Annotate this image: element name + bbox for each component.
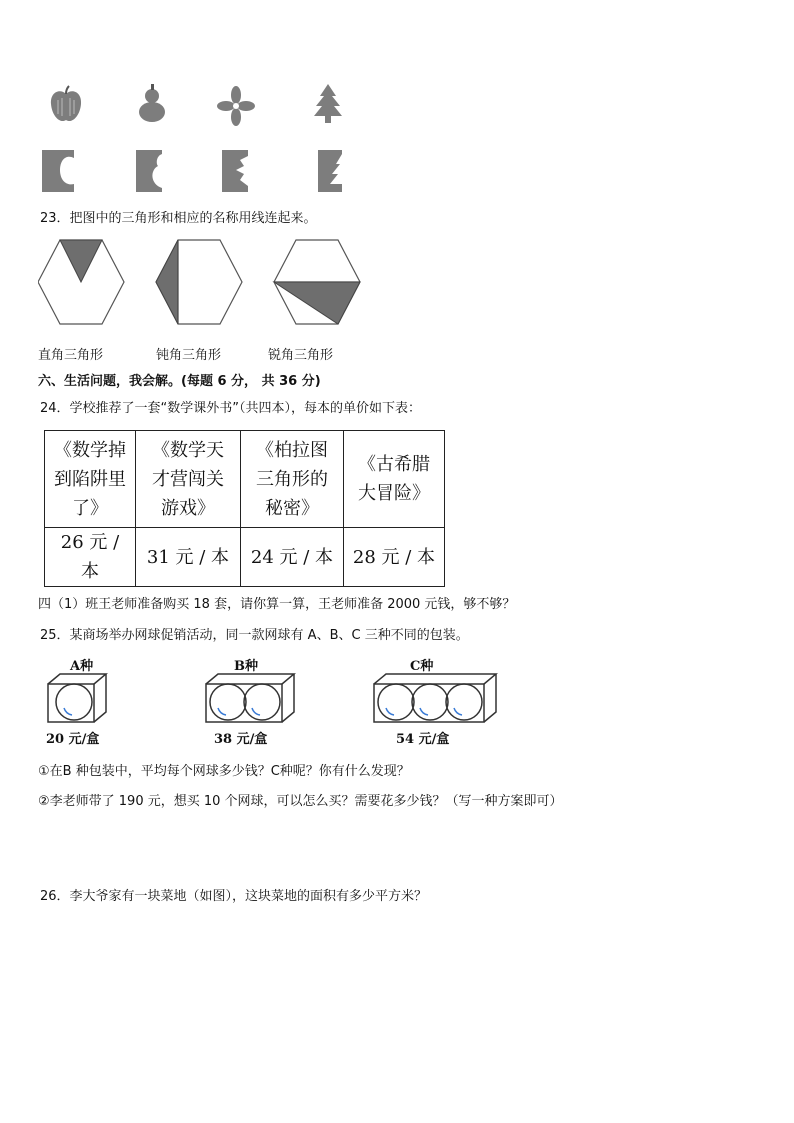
half-tree-cutout-icon [318,150,342,192]
hexagon-3 [274,240,360,324]
question-24: 24．学校推荐了一套“数学课外书”（共四本），每本的单价如下表： [40,401,422,416]
section-6-heading: 六、生活问题，我会解。(每题 6 分， 共 36 分) [38,374,321,389]
question-23: 23．把图中的三角形和相应的名称用线连起来。 [40,211,317,226]
package-b-box [204,672,296,724]
half-flower-cutout-icon [222,150,248,192]
book-title-cell: 《数学天 才营闯关 游戏》 [136,431,241,528]
hexagon-1 [38,240,124,324]
label-right-triangle: 直角三角形 [38,348,104,363]
question-26: 26．李大爷家有一块菜地（如图），这块菜地的面积有多少平方米？ [40,889,428,904]
book-price-cell: 24 元 / 本 [241,528,344,587]
package-a-name: A种 [70,659,94,674]
tennis-ball-icon [244,684,280,720]
half-gourd-cutout-icon [136,150,162,192]
tennis-ball-icon [446,684,482,720]
book-price-cell: 28 元 / 本 [344,528,445,587]
table-row [45,528,445,587]
hexagon-2 [156,240,242,324]
tennis-ball-icon [210,684,246,720]
gourd-icon [139,84,165,122]
apple-icon [51,86,81,121]
question-25-part-1: ①在B 种包装中，平均每个网球多少钱？C种呢？你有什么发现？ [38,764,410,779]
package-c-price: 54 元/盒 [396,732,450,747]
package-c-box [372,672,498,724]
book-price-cell: 26 元 / 本 [45,528,136,587]
question-25-part-2: ②李老师带了 190 元，想买 10 个网球，可以怎么买？需要花多少钱？（写一种方案即可） [38,794,563,809]
tennis-ball-icon [378,684,414,720]
book-price-cell: 31 元 / 本 [136,528,241,587]
package-a-box [46,672,108,724]
package-c-name: C种 [410,659,434,674]
label-obtuse-triangle: 钝角三角形 [156,348,222,363]
label-acute-triangle: 锐角三角形 [268,348,334,363]
tennis-ball-icon [412,684,448,720]
symmetric-figures-top-row [40,82,360,132]
question-25: 25．某商场举办网球促销活动，同一款网球有 A、B、C 三种不同的包装。 [40,628,469,643]
hexagon-triangles-figure [38,238,368,330]
question-24-followup: 四（1）班王老师准备购买 18 套，请你算一算，王老师准备 2000 元钱，够不够？ [38,597,516,612]
book-price-table [44,430,445,587]
half-apple-cutout-icon [42,150,74,192]
package-b-name: B种 [234,659,258,674]
flower-icon [217,86,255,126]
table-row [45,431,445,528]
package-b-price: 38 元/盒 [214,732,268,747]
book-title-cell: 《数学掉 到陷阱里 了》 [45,431,136,528]
book-title-cell: 《柏拉图 三角形的 秘密》 [241,431,344,528]
package-a-price: 20 元/盒 [46,732,100,747]
pine-tree-icon [314,84,342,123]
symmetric-figures-bottom-row [40,148,360,196]
tennis-ball-icon [56,684,92,720]
book-title-cell: 《古希腊 大冒险》 [344,431,445,528]
